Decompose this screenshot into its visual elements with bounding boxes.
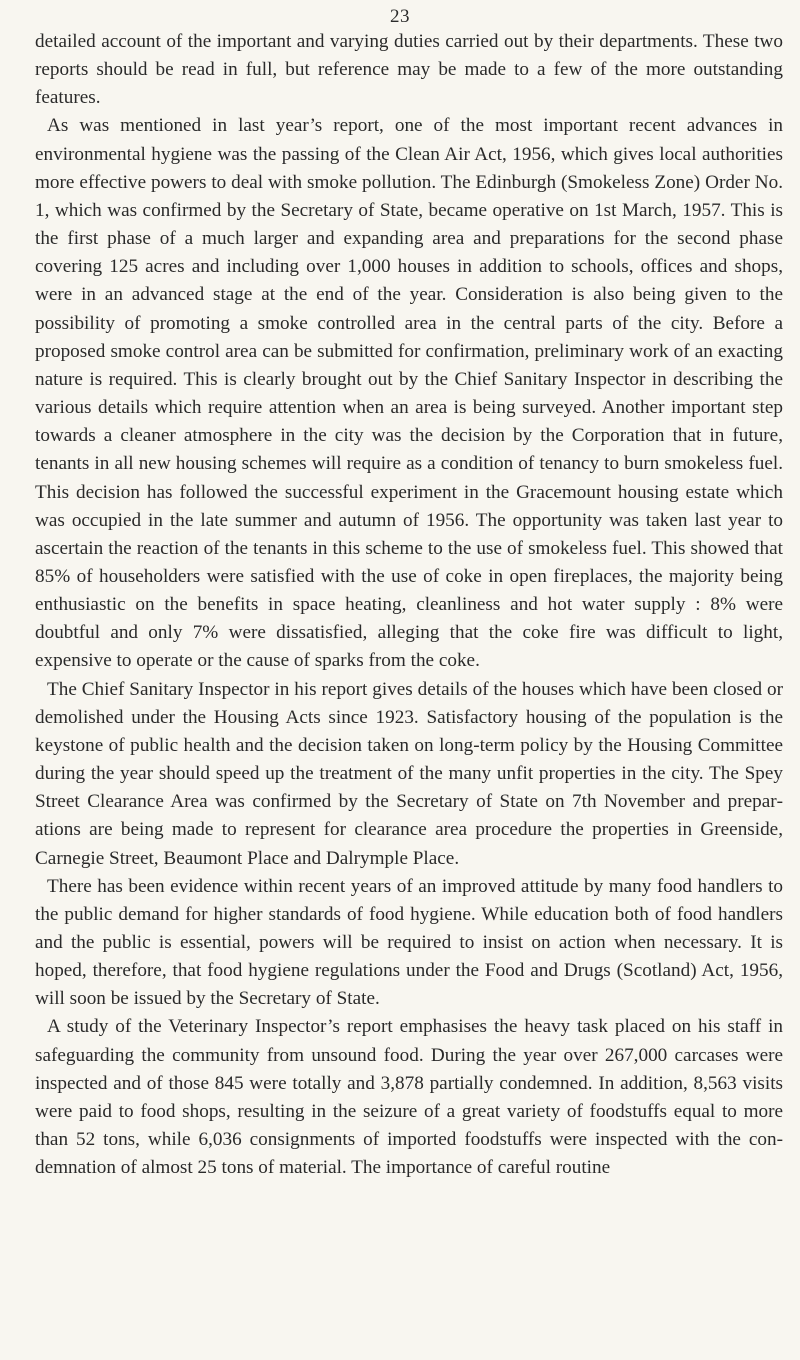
body-text bbox=[35, 28, 783, 1182]
paragraph-1: detailed account of the important and varying duties carried out by their departments. These two reports should be read in full, but reference may be made to a few of the more outstanding features. bbox=[35, 31, 783, 109]
paragraph-2: As was mentioned in last year’s report, one of the most important recent advances in environmental hygiene was the passing of the Clean Air Act, 1956, which gives local authorities more effective powers to deal with smoke pollution. The Edinburgh (Smokeless Zone) Order No. 1, which was confirmed by the Secretary of State, became operative on 1st March, 1957. This is the first phase of a much larger and expanding area and preparations for the second phase covering 125 acres and including over 1,000 houses in addition to schools, offices and shops, were in an advanced stage at the end of the year. Consideration is also being given to the possibility of promoting a smoke controlled area in the central parts of the city. Before a proposed smoke control area can be submitted for confirmation, preliminary work of an exacting nature is required. This is clearly brought out by the Chief Sanitary Inspector in describing the various details which require attention when an area is being surveyed. Another important step towards a cleaner atmosphere in the city was the decision by the Corporation that in future, tenants in all new housing schemes will require as a condition of tenancy to burn smokeless fuel. This decision has followed the successful experiment in the Gracemount housing estate which was occupied in the late summer and autumn of 1956. The opportunity was taken last year to ascertain the reaction of the tenants in this scheme to the use of smokeless fuel. This showed that 85% of householders were satisfied with the use of coke in open fireplaces, the majority being enthusiastic on the benefits in space heating, cleanliness and hot water supply : 8% were doubtful and only 7% were dissatisfied, alleging that the coke fire was difficult to light, expensive to operate or the cause of sparks from the coke. bbox=[35, 115, 783, 672]
paragraph-5: A study of the Veterinary Inspector’s report emphasises the heavy task placed on his staff in safeguarding the community from unsound food. During the year over 267,000 carcases were inspected and of those 845 were totally and 3,878 partially condemned. In addition, 8,563 visits were paid to food shops, resulting in the seizure of a great variety of foodstuffs equal to more than 52 tons, while 6,036 consignments of imported foodstuffs were inspected with the condemnation of almost 25 tons of material. The importance of careful routine bbox=[35, 1016, 783, 1179]
paragraph-4: There has been evidence within recent years of an improved attitude by many food handlers to the public demand for higher standards of food hygiene. While education both of food handlers and the public is essential, powers will be required to insist on action when necessary. It is hoped, therefore, that food hygiene regulations under the Food and Drugs (Scotland) Act, 1956, will soon be issued by the Secretary of State. bbox=[35, 875, 783, 1010]
page-number: 23 bbox=[390, 6, 410, 27]
paragraph-3: The Chief Sanitary Inspector in his report gives details of the houses which have been closed or demolished under the Housing Acts since 1923. Satisfactory housing of the population is the keystone of public health and the decision taken on long-term policy by the Housing Committee during the year should speed up the treatment of the many unfit properties in the city. The Spey Street Clearance Area was confirmed by the Secretary of State on 7th November and preparations are being made to represent for clearance area procedure the properties in Greenside, Carnegie Street, Beaumont Place and Dalrymple Place. bbox=[35, 678, 783, 869]
